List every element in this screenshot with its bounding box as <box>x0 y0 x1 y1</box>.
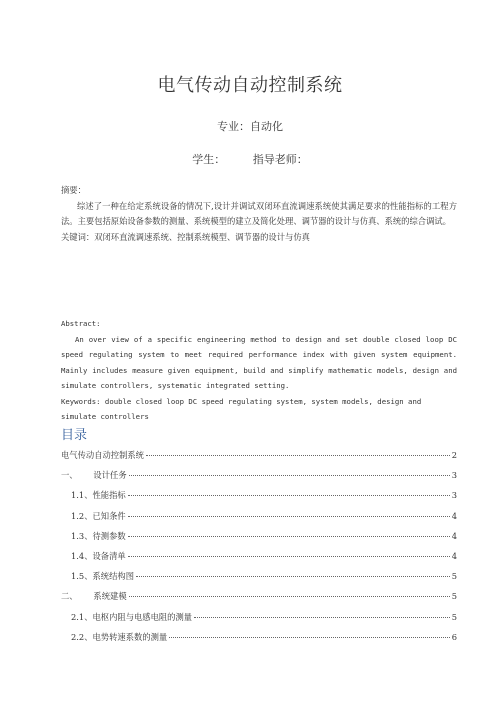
toc-leader-dots <box>169 637 450 638</box>
abstract-zh-label: 摘要： <box>61 185 86 195</box>
toc-entry[interactable] <box>61 566 457 586</box>
abstract-english <box>61 316 457 425</box>
toc-entry-text: 系统建模 <box>93 591 127 602</box>
toc-entry-number: 1.5、 <box>71 571 93 582</box>
toc-entry[interactable] <box>61 586 457 606</box>
major-line: 专业：自动化 <box>217 120 283 133</box>
toc-leader-dots <box>128 556 450 557</box>
toc-entry-text: 设备清单 <box>92 550 126 561</box>
toc-entry[interactable] <box>61 506 457 526</box>
toc-entry[interactable] <box>61 526 457 546</box>
toc-entry[interactable] <box>61 465 457 485</box>
toc-leader-dots <box>194 617 450 618</box>
toc-entry-text: 系统结构图 <box>92 571 134 582</box>
keywords-en: Keywords: double closed loop DC speed regulating system, system models, design and simulate controllers <box>61 396 422 421</box>
toc-leader-dots <box>129 475 450 476</box>
toc-entry[interactable] <box>61 485 457 505</box>
toc-entry-page: 4 <box>451 510 457 521</box>
toc-entry-number: 二、 <box>61 591 94 602</box>
toc-entry-page: 2 <box>451 450 457 460</box>
keywords-zh: 关键词：双闭环直流调速系统、控制系统模型、调节器的设计与仿真 <box>61 231 310 242</box>
document-title: 电气传动自动控制系统 <box>157 75 343 96</box>
toc-entry-text: 电气传动自动控制系统 <box>61 450 144 460</box>
toc-entry-page: 4 <box>451 530 457 541</box>
toc-entry-number: 一、 <box>61 470 94 481</box>
toc-entry-page: 5 <box>451 611 457 622</box>
toc-entry-page: 5 <box>451 571 457 582</box>
toc-entry-text: 电势转速系数的测量 <box>92 631 168 642</box>
abstract-en-body: An over view of a specific engineering method to design and set double closed loop DC speed regulating system to meet required performance index with given system equipment. Mainly includes measure given equipment, build and simplify mathematic models, design and simulate controllers, systematic integrated setting. <box>61 334 457 390</box>
student-advisor-line <box>0 151 500 167</box>
toc-entry-text: 设计任务 <box>93 470 127 481</box>
toc-entry-text: 电枢内阻与电感电阻的测量 <box>92 611 193 622</box>
toc-entry-number: 1.4、 <box>71 550 93 561</box>
toc-leader-dots <box>129 596 450 597</box>
toc-leader-dots <box>128 516 450 517</box>
toc-entry-page: 4 <box>451 550 457 561</box>
toc-entry-page: 3 <box>451 470 457 481</box>
abstract-chinese <box>61 183 457 245</box>
toc-entry-page: 5 <box>451 591 457 602</box>
abstract-en-label: Abstract: <box>61 319 101 328</box>
toc-entry-text: 已知条件 <box>92 510 126 521</box>
toc-leader-dots <box>128 495 450 496</box>
toc-leader-dots <box>146 455 450 456</box>
toc-entry-text: 待测参数 <box>92 530 126 541</box>
toc-heading: 目录 <box>61 428 88 443</box>
advisor-label: 指导老师： <box>252 153 308 166</box>
toc-entry-page: 6 <box>451 631 457 642</box>
table-of-contents <box>61 445 457 647</box>
abstract-zh-body: 综述了一种在给定系统设备的情况下,设计并调试双闭环直流调速系统使其满足要求的性能指标的工程方法。主要包括原始设备参数的测量、系统模型的建立及简化处理、调节器的设计与仿真、系统的综合调试。 <box>61 200 457 226</box>
toc-entry-number: 1.2、 <box>71 510 93 521</box>
toc-entry-number: 2.2、 <box>71 631 93 642</box>
toc-leader-dots <box>136 576 450 577</box>
toc-entry[interactable] <box>61 546 457 566</box>
toc-entry-text: 性能指标 <box>92 490 126 501</box>
toc-entry-page: 3 <box>451 490 457 501</box>
toc-entry[interactable] <box>61 445 457 465</box>
toc-entry-number: 1.1、 <box>71 490 93 501</box>
toc-leader-dots <box>128 536 450 537</box>
toc-entry-number: 1.3、 <box>71 530 93 541</box>
toc-entry[interactable] <box>61 607 457 627</box>
student-label: 学生： <box>192 153 226 166</box>
toc-entry-number: 2.1、 <box>71 611 93 622</box>
toc-entry[interactable] <box>61 627 457 647</box>
